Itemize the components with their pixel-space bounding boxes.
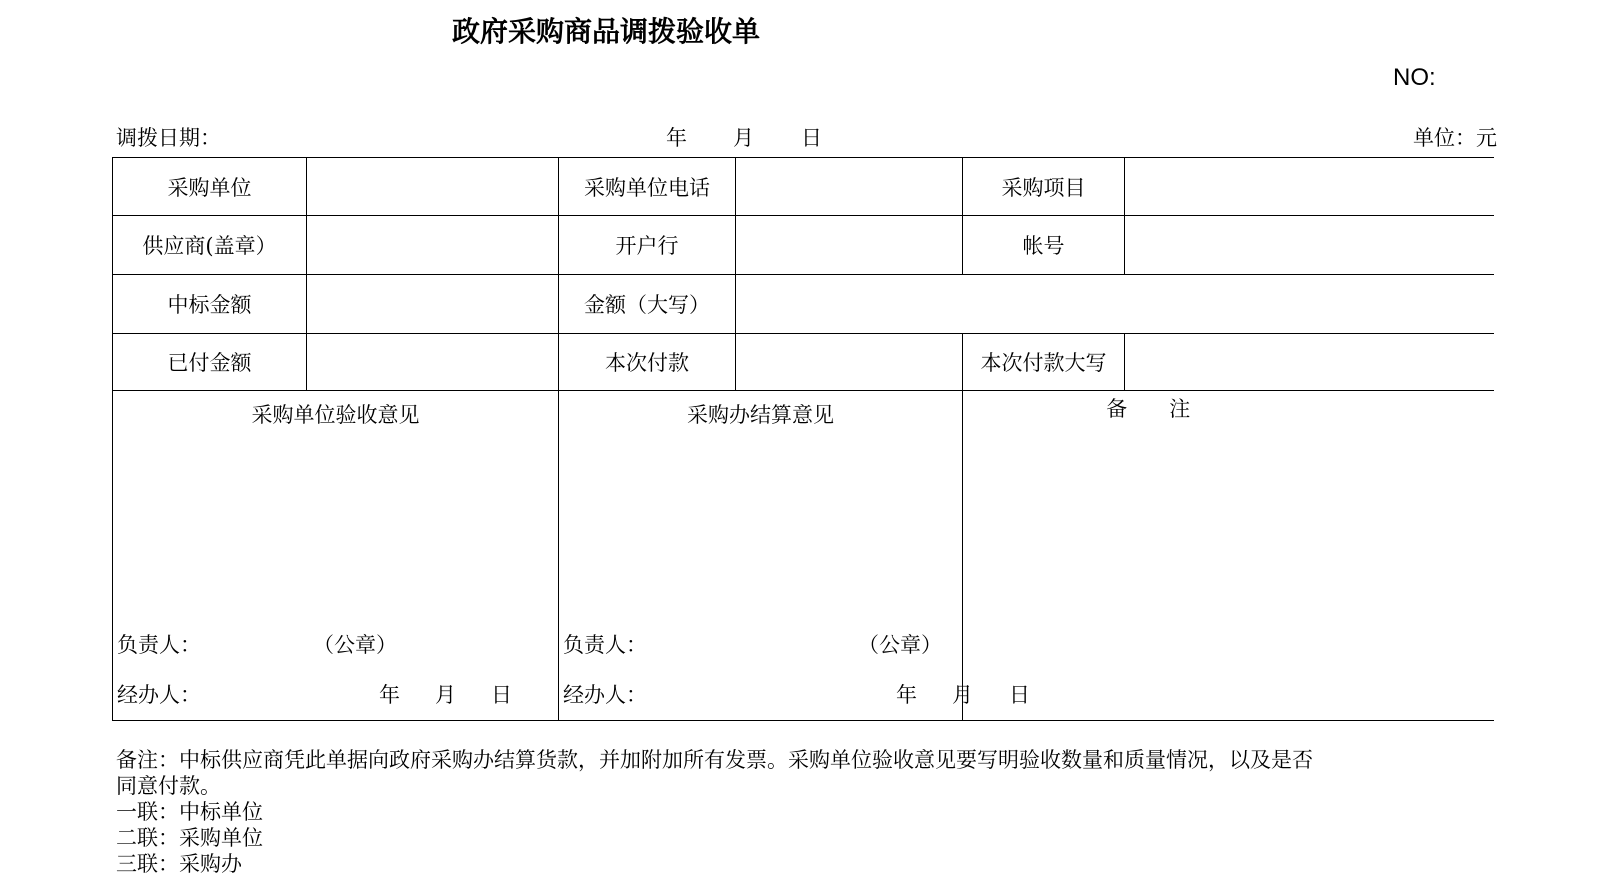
amount-words-label: 金额（大写） [559,275,736,334]
supplier-field[interactable] [307,216,559,275]
purchaser-label: 采购单位 [113,158,307,216]
bank-field[interactable] [736,216,963,275]
note-line: 备注：中标供应商凭此单据向政府采购办结算货款，并加附加所有发票。采购单位验收意见要写明验收数量和质量情况，以及是否 [116,748,1313,772]
acceptance-opinion-cell[interactable] [113,391,559,721]
copy-line-1: 一联：中标单位 [116,800,263,824]
copy-line-2: 二联：采购单位 [116,826,263,850]
acceptance-month-label: 月 [435,683,456,707]
remarks-title: 备 注 [1106,397,1191,421]
acceptance-form-table [112,157,1494,721]
this-payment-words-label: 本次付款大写 [963,334,1125,391]
paid-amount-label: 已付金额 [113,334,307,391]
settlement-responsible-label: 负责人： [563,633,647,657]
settlement-year-label: 年 [896,683,917,707]
form-title: 政府采购商品调拨验收单 [452,15,761,48]
account-label: 帐号 [963,216,1125,275]
settlement-day-label: 日 [1009,683,1030,707]
account-field[interactable] [1125,216,1494,275]
this-payment-label: 本次付款 [559,334,736,391]
project-label: 采购项目 [963,158,1125,216]
settlement-opinion-cell[interactable] [559,391,1030,721]
purchaser-phone-label: 采购单位电话 [559,158,736,216]
paid-amount-field[interactable] [307,334,559,391]
remarks-cell[interactable] [963,391,1494,721]
bid-amount-label: 中标金额 [113,275,307,334]
copy-line-3: 三联：采购办 [116,852,242,876]
note-line: 同意付款。 [116,774,221,798]
acceptance-day-label: 日 [491,683,512,707]
acceptance-handler-label: 经办人： [117,683,201,707]
amount-words-field[interactable] [736,275,1494,334]
project-field[interactable] [1125,158,1494,216]
settlement-month-label: 月 [952,683,973,707]
settlement-opinion-title: 采购办结算意见 [687,403,834,427]
purchaser-field[interactable] [307,158,559,216]
acceptance-opinion-title: 采购单位验收意见 [251,403,420,427]
this-payment-words-field[interactable] [1125,334,1494,391]
acceptance-year-label: 年 [379,683,400,707]
date-day-label: 日 [801,126,822,150]
transfer-date-label: 调拨日期： [116,126,221,150]
settlement-handler-label: 经办人： [563,683,647,707]
form-number-label: NO: [1393,64,1436,91]
acceptance-responsible-label: 负责人： [117,633,201,657]
currency-unit-label: 单位：元 [1413,126,1497,150]
date-year-label: 年 [666,126,687,150]
purchaser-phone-field[interactable] [736,158,963,216]
date-month-label: 月 [733,126,754,150]
bank-label: 开户行 [559,216,736,275]
supplier-label: 供应商(盖章） [113,216,307,275]
form-notes [116,747,1313,877]
acceptance-seal-label: （公章） [313,633,397,657]
bid-amount-field[interactable] [307,275,559,334]
settlement-seal-label: （公章） [858,633,942,657]
this-payment-field[interactable] [736,334,963,391]
